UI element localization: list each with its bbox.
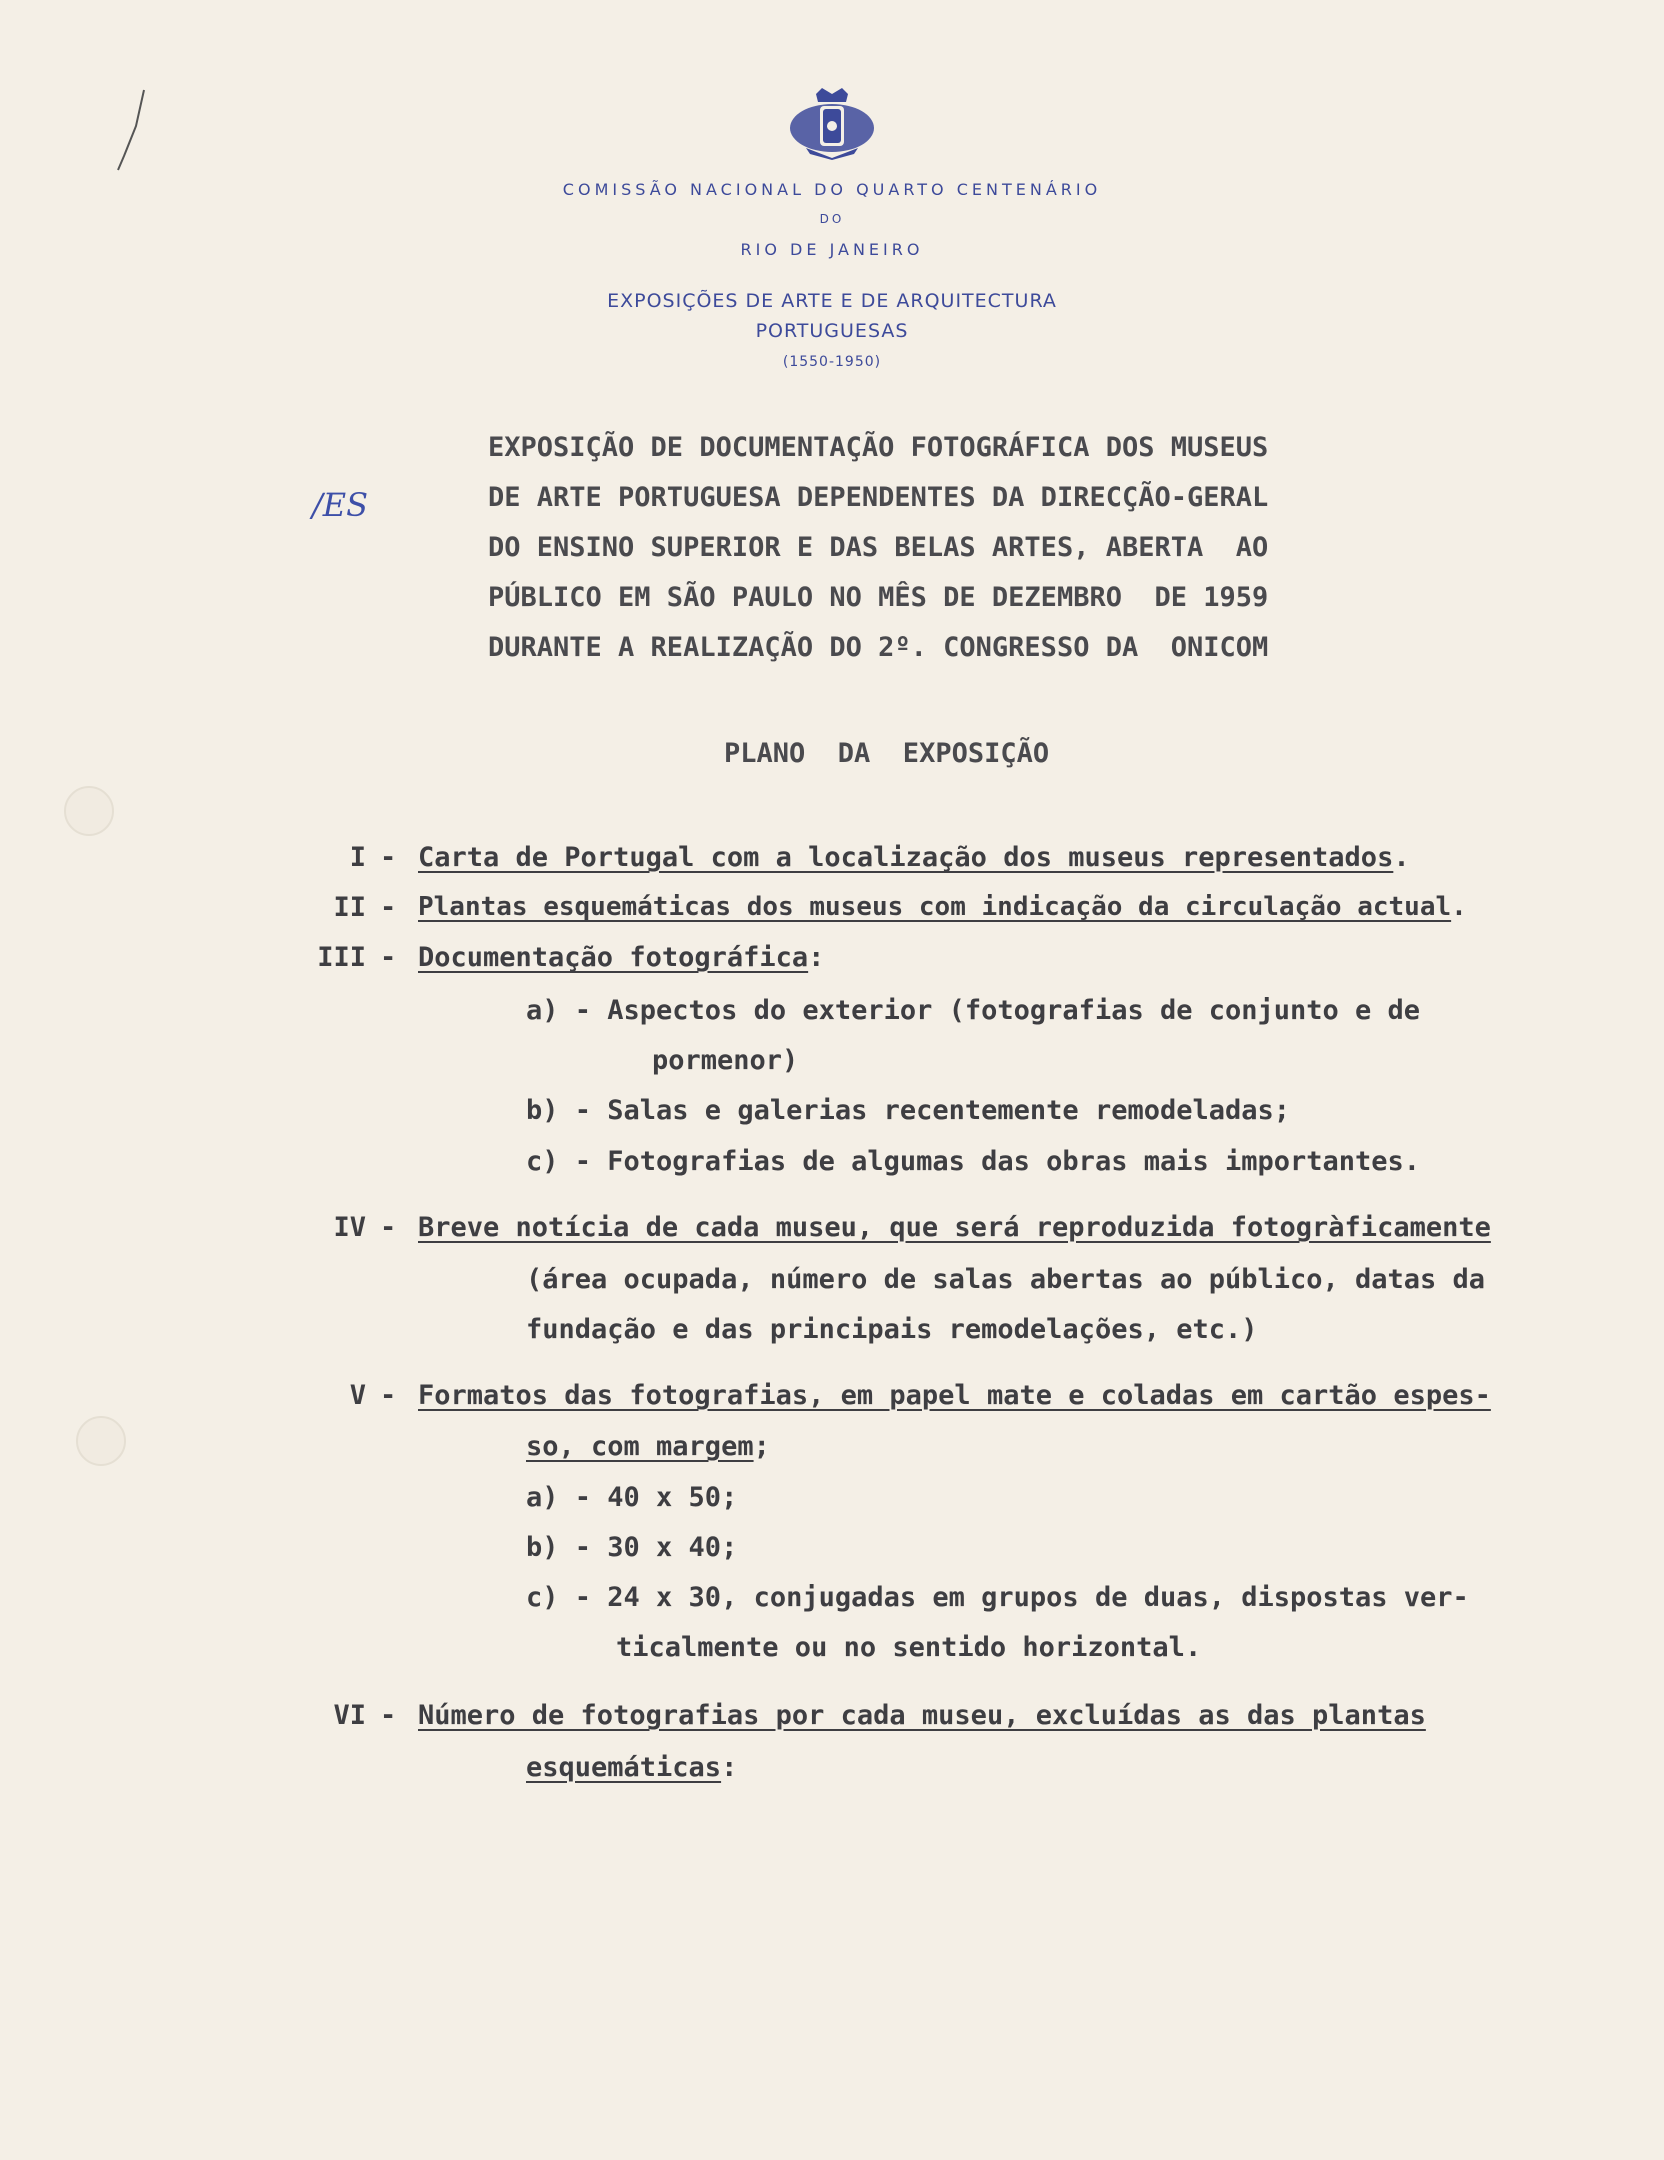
letterhead-line-3: RIO DE JANEIRO — [740, 240, 924, 259]
section-title-end: : — [721, 1752, 738, 1783]
section-title-end: . — [1451, 892, 1467, 922]
section-title-row — [418, 842, 1410, 873]
heading-line: PÚBLICO EM SÃO PAULO NO MÊS DE DEZEMBRO DE 1959 — [488, 582, 1269, 613]
section-title-continued: esquemáticas — [526, 1752, 722, 1783]
section-title: Carta de Portugal com a localização dos museus representados — [418, 842, 1394, 873]
section-numeral: IV — [333, 1212, 366, 1243]
section-title: Formatos das fotografias, em papel mate e coladas em cartão espes- — [418, 1380, 1491, 1411]
section-dash: - — [380, 1700, 397, 1731]
coat-of-arms-icon — [786, 88, 878, 160]
section-numeral: III — [317, 942, 366, 973]
heading-line: EXPOSIÇÃO DE DOCUMENTAÇÃO FOTOGRÁFICA DOS MUSEUS — [488, 432, 1269, 463]
section-title-row — [418, 942, 824, 973]
section-dash: - — [380, 1212, 397, 1243]
list-item: c) - 24 x 30, conjugadas em grupos de duas, dispostas ver- — [526, 1582, 1469, 1613]
letterhead-line-5: PORTUGUESAS — [755, 320, 909, 342]
letterhead-line-1: COMISSÃO NACIONAL DO QUARTO CENTENÁRIO — [562, 180, 1102, 199]
section-numeral: VI — [333, 1700, 366, 1731]
list-item: pormenor) — [652, 1045, 799, 1076]
section-title: Número de fotografias por cada museu, excluídas as das plantas — [418, 1700, 1426, 1731]
section-numeral: I — [349, 842, 366, 873]
letterhead-line-6: (1550-1950) — [782, 354, 882, 370]
list-item: b) - 30 x 40; — [526, 1532, 738, 1563]
heading-line: DURANTE A REALIZAÇÃO DO 2º. CONGRESSO DA ONICOM — [488, 632, 1269, 663]
section-title-end: : — [808, 942, 825, 973]
section-title: Documentação fotográfica — [418, 942, 809, 973]
list-item: a) - Aspectos do exterior (fotografias de conjunto e de — [526, 995, 1421, 1026]
list-item: ticalmente ou no sentido horizontal. — [616, 1632, 1202, 1663]
handwritten-margin-note: /ES — [312, 486, 369, 524]
section-dash: - — [380, 1380, 397, 1411]
punch-hole — [76, 1416, 126, 1466]
section-dash: - — [380, 892, 397, 923]
section-title-row — [526, 1431, 770, 1462]
section-dash: - — [380, 842, 397, 873]
plan-title: PLANO DA EXPOSIÇÃO — [724, 738, 1050, 769]
heading-line: DO ENSINO SUPERIOR E DAS BELAS ARTES, ABERTA AO — [488, 532, 1269, 563]
section-dash: - — [380, 942, 397, 973]
letterhead-line-2: DO — [819, 212, 845, 226]
section-title-end: ; — [753, 1431, 770, 1462]
section-continuation: (área ocupada, número de salas abertas ao público, datas da — [526, 1264, 1486, 1295]
list-item: b) - Salas e galerias recentemente remodeladas; — [526, 1095, 1291, 1126]
punch-hole — [64, 786, 114, 836]
section-title-end: . — [1393, 842, 1410, 873]
heading-line: DE ARTE PORTUGUESA DEPENDENTES DA DIRECÇÃO-GERAL — [488, 482, 1269, 513]
list-item: a) - 40 x 50; — [526, 1482, 738, 1513]
section-continuation: fundação e das principais remodelações, etc.) — [526, 1314, 1258, 1345]
section-title: Plantas esquemáticas dos museus com indicação da circulação actual — [418, 892, 1452, 922]
pencil-mark-icon — [96, 86, 156, 176]
section-numeral: V — [349, 1380, 366, 1411]
section-numeral: II — [333, 892, 366, 923]
list-item: c) - Fotografias de algumas das obras mais importantes. — [526, 1146, 1421, 1177]
letterhead-line-4: EXPOSIÇÕES DE ARTE E DE ARQUITECTURA — [607, 290, 1057, 312]
section-title-row — [418, 892, 1467, 922]
section-title-continued: so, com margem — [526, 1431, 754, 1462]
section-title-row — [526, 1752, 737, 1783]
document-heading — [488, 432, 1368, 682]
section-title: Breve notícia de cada museu, que será reproduzida fotogràficamente — [418, 1212, 1491, 1243]
